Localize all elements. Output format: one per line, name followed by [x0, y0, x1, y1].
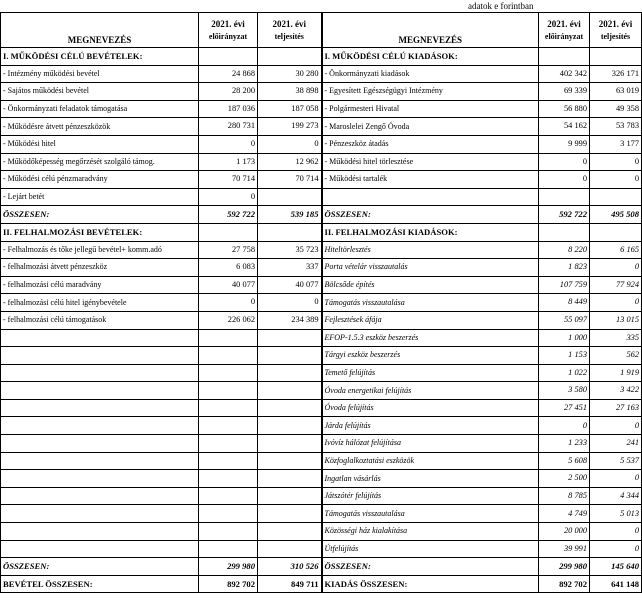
header-name-left: MEGNEVEZÉS	[1, 13, 199, 48]
cell-left-name	[1, 487, 199, 505]
cell-right-name: Támogatás visszautalása	[322, 505, 539, 523]
cell-right-plan: 8 785	[539, 487, 590, 505]
cell-right-actual	[590, 223, 642, 241]
cell-left-plan: 6 083	[199, 259, 258, 277]
cell-right-plan: 54 162	[539, 118, 590, 136]
table-row	[1, 487, 642, 505]
cell-right-name: Ingatlan vásárlás	[322, 470, 539, 488]
cell-right-actual: 641 148	[590, 575, 642, 593]
table-row	[1, 153, 642, 171]
cell-left-name	[1, 452, 199, 470]
cell-right-name: I. MŰKÖDÉSI CÉLÚ KIADÁSOK:	[322, 48, 539, 66]
cell-left-actual	[258, 505, 322, 523]
cell-left-name: - Lejárt betét	[1, 188, 199, 206]
cell-right-plan: 1 233	[539, 435, 590, 453]
table-row	[1, 364, 642, 382]
cell-right-plan: 4 749	[539, 505, 590, 523]
cell-right-actual: 335	[590, 329, 642, 347]
cell-left-plan: 187 036	[199, 100, 258, 118]
cell-right-actual: 495 508	[590, 206, 642, 224]
cell-right-actual: 241	[590, 435, 642, 453]
table-row	[1, 83, 642, 101]
cell-right-name: Játszótér felújítás	[322, 487, 539, 505]
cell-left-plan	[199, 48, 258, 66]
cell-right-actual: 326 171	[590, 65, 642, 83]
cell-left-plan: 40 077	[199, 276, 258, 294]
cell-right-name: - Működési tartalék	[322, 171, 539, 189]
cell-left-actual	[258, 48, 322, 66]
cell-right-actual: 0	[590, 417, 642, 435]
table-row	[1, 294, 642, 312]
cell-left-actual: 30 280	[258, 65, 322, 83]
cell-right-plan: 2 500	[539, 470, 590, 488]
cell-right-name: - Önkormányzati kiadások	[322, 65, 539, 83]
cell-left-plan	[199, 399, 258, 417]
cell-left-name	[1, 540, 199, 558]
table-row	[1, 347, 642, 365]
cell-right-actual: 63 019	[590, 83, 642, 101]
cell-left-actual	[258, 347, 322, 365]
cell-left-actual: 187 058	[258, 100, 322, 118]
cell-left-plan	[199, 470, 258, 488]
cell-right-name: Járda felújítás	[322, 417, 539, 435]
cell-right-plan: 5 608	[539, 452, 590, 470]
cell-left-plan	[199, 382, 258, 400]
cell-left-actual: 539 185	[258, 206, 322, 224]
cell-left-name	[1, 435, 199, 453]
cell-left-plan: 226 062	[199, 311, 258, 329]
cell-left-plan: 0	[199, 188, 258, 206]
cell-left-name: ÖSSZESEN:	[1, 558, 199, 576]
table-row	[1, 382, 642, 400]
cell-left-name	[1, 364, 199, 382]
cell-left-actual: 40 077	[258, 276, 322, 294]
cell-left-actual: 0	[258, 135, 322, 153]
cell-right-plan: 107 759	[539, 276, 590, 294]
cell-left-name: - Felhalmozás és tőke jellegű bevétel+ komm.adó	[1, 241, 199, 259]
cell-left-plan	[199, 452, 258, 470]
cell-left-name: - felhalmozási célú támogatások	[1, 311, 199, 329]
cell-left-plan: 892 702	[199, 575, 258, 593]
table-row	[1, 329, 642, 347]
cell-left-name: - felhalmozási célú maradvány	[1, 276, 199, 294]
cell-left-plan	[199, 435, 258, 453]
cell-right-name: Porta vételár visszautalás	[322, 259, 539, 277]
cell-left-name: - felhalmozási átvett pénzeszköz	[1, 259, 199, 277]
cell-left-name: - Sajátos működési bevétel	[1, 83, 199, 101]
cell-left-plan	[199, 417, 258, 435]
cell-right-actual: 3 422	[590, 382, 642, 400]
cell-left-actual	[258, 364, 322, 382]
cell-right-actual: 6 165	[590, 241, 642, 259]
cell-right-actual: 0	[590, 523, 642, 541]
header-name-right: MEGNEVEZÉS	[322, 13, 539, 48]
table-row	[1, 575, 642, 593]
cell-right-name: KIADÁS ÖSSZESEN:	[322, 575, 539, 593]
cell-left-name: - Működésre átvett pénzeszközök	[1, 118, 199, 136]
cell-left-actual: 12 962	[258, 153, 322, 171]
cell-right-actual	[590, 48, 642, 66]
cell-right-actual: 13 015	[590, 311, 642, 329]
cell-right-actual: 0	[590, 259, 642, 277]
cell-left-plan	[199, 364, 258, 382]
cell-right-name: II. FELHALMOZÁSI KIADÁSOK:	[322, 223, 539, 241]
cell-right-plan: 8 220	[539, 241, 590, 259]
cell-right-plan: 299 980	[539, 558, 590, 576]
cell-left-name: - Működési hitel	[1, 135, 199, 153]
cell-left-name: - Működési célú pénzmaradvány	[1, 171, 199, 189]
cell-right-name: - Egyesített Egészségügyi Intézmény	[322, 83, 539, 101]
cell-right-actual: 562	[590, 347, 642, 365]
table-row	[1, 435, 642, 453]
cell-left-actual	[258, 452, 322, 470]
cell-right-name: Hiteltörlesztés	[322, 241, 539, 259]
cell-left-name	[1, 417, 199, 435]
cell-left-actual	[258, 523, 322, 541]
cell-right-plan: 20 000	[539, 523, 590, 541]
cell-left-name: - Intézmény működési bevétel	[1, 65, 199, 83]
cell-left-actual	[258, 223, 322, 241]
cell-left-plan: 280 731	[199, 118, 258, 136]
cell-left-plan	[199, 223, 258, 241]
cell-right-name: Közösségi ház kialakítása	[322, 523, 539, 541]
cell-left-plan: 28 200	[199, 83, 258, 101]
cell-right-plan	[539, 48, 590, 66]
cell-left-actual	[258, 540, 322, 558]
cell-left-actual: 849 711	[258, 575, 322, 593]
header-actual-left: 2021. évi teljesítés	[258, 13, 322, 48]
cell-left-plan	[199, 523, 258, 541]
cell-left-name: - Működőképesség megőrzését szolgáló támog.	[1, 153, 199, 171]
cell-left-name: I. MŰKÖDÉSI CÉLÚ BEVÉTELEK:	[1, 48, 199, 66]
cell-right-name: Temető felújítás	[322, 364, 539, 382]
cell-right-plan: 892 702	[539, 575, 590, 593]
cell-right-name: Óvoda felújítás	[322, 399, 539, 417]
cell-right-plan: 39 991	[539, 540, 590, 558]
cell-right-plan: 1 022	[539, 364, 590, 382]
cell-right-name	[322, 188, 539, 206]
cell-left-actual: 0	[258, 294, 322, 312]
cell-right-plan: 55 097	[539, 311, 590, 329]
cell-right-actual: 0	[590, 470, 642, 488]
table-row	[1, 540, 642, 558]
cell-right-plan: 402 342	[539, 65, 590, 83]
cell-right-name: Tárgyi eszköz beszerzés	[322, 347, 539, 365]
cell-right-plan: 0	[539, 417, 590, 435]
cell-right-name: Bölcsőde építés	[322, 276, 539, 294]
cell-left-actual	[258, 470, 322, 488]
cell-left-actual: 70 714	[258, 171, 322, 189]
cell-right-actual: 1 919	[590, 364, 642, 382]
table-row	[1, 241, 642, 259]
cell-left-actual	[258, 382, 322, 400]
cell-left-name: ÖSSZESEN:	[1, 206, 199, 224]
cell-right-plan: 69 339	[539, 83, 590, 101]
cell-left-plan: 0	[199, 135, 258, 153]
cell-left-actual	[258, 399, 322, 417]
cell-left-plan	[199, 329, 258, 347]
cell-left-actual: 38 898	[258, 83, 322, 101]
table-row	[1, 311, 642, 329]
cell-right-actual: 145 640	[590, 558, 642, 576]
cell-right-plan: 1 000	[539, 329, 590, 347]
cell-right-name: Óvoda energetikai felújítás	[322, 382, 539, 400]
cell-left-name: II. FELHALMOZÁSI BEVÉTELEK:	[1, 223, 199, 241]
header-plan-left: 2021. évi előirányzat	[199, 13, 258, 48]
cell-right-name: - Maroslelei Zengő Óvoda	[322, 118, 539, 136]
cell-right-plan: 8 449	[539, 294, 590, 312]
cell-right-name: - Polgármesteri Hivatal	[322, 100, 539, 118]
cell-left-name: BEVÉTEL ÖSSZESEN:	[1, 575, 199, 593]
cell-left-name	[1, 470, 199, 488]
cell-right-actual: 0	[590, 153, 642, 171]
table-row	[1, 223, 642, 241]
cell-right-plan: 0	[539, 171, 590, 189]
cell-left-actual: 337	[258, 259, 322, 277]
table-row	[1, 505, 642, 523]
cell-left-plan: 70 714	[199, 171, 258, 189]
cell-right-plan: 9 999	[539, 135, 590, 153]
cell-right-actual: 5 537	[590, 452, 642, 470]
header-row	[1, 13, 642, 48]
cell-right-name: EFOP-1.5.3 eszköz beszerzés	[322, 329, 539, 347]
budget-table-body	[1, 13, 642, 593]
cell-left-name	[1, 505, 199, 523]
cell-left-name	[1, 347, 199, 365]
cell-right-name: Útfelújítás	[322, 540, 539, 558]
cell-right-actual: 53 783	[590, 118, 642, 136]
table-row	[1, 48, 642, 66]
cell-right-actual: 3 177	[590, 135, 642, 153]
cell-right-name: - Működési hitel törlesztése	[322, 153, 539, 171]
cell-right-actual	[590, 188, 642, 206]
cell-left-plan	[199, 505, 258, 523]
cell-right-name: - Pénzeszköz átadás	[322, 135, 539, 153]
cell-right-actual: 0	[590, 540, 642, 558]
cell-right-plan	[539, 188, 590, 206]
header-actual-right: 2021. évi teljesítés	[590, 13, 642, 48]
header-plan-right: 2021. évi előirányzat	[539, 13, 590, 48]
cell-left-actual: 35 723	[258, 241, 322, 259]
cell-left-actual	[258, 435, 322, 453]
cell-right-plan: 56 880	[539, 100, 590, 118]
cell-left-plan: 24 868	[199, 65, 258, 83]
cell-left-name	[1, 382, 199, 400]
cell-right-name: Fejlesztések áfája	[322, 311, 539, 329]
table-row	[1, 118, 642, 136]
cell-left-actual: 199 273	[258, 118, 322, 136]
cell-right-actual: 4 344	[590, 487, 642, 505]
cell-right-actual: 49 358	[590, 100, 642, 118]
table-row	[1, 276, 642, 294]
unit-note: adatok e forintban	[468, 1, 534, 11]
cell-right-actual: 77 924	[590, 276, 642, 294]
cell-right-plan: 1 153	[539, 347, 590, 365]
budget-table	[0, 12, 642, 593]
cell-left-plan: 1 173	[199, 153, 258, 171]
cell-left-name	[1, 329, 199, 347]
table-row	[1, 65, 642, 83]
table-row	[1, 558, 642, 576]
cell-right-name: ÖSSZESEN:	[322, 206, 539, 224]
cell-right-plan: 592 722	[539, 206, 590, 224]
cell-left-actual	[258, 188, 322, 206]
table-row	[1, 259, 642, 277]
cell-left-actual: 234 389	[258, 311, 322, 329]
cell-right-name: ÖSSZESEN:	[322, 558, 539, 576]
cell-right-actual: 0	[590, 294, 642, 312]
cell-right-plan: 27 451	[539, 399, 590, 417]
cell-right-name: Támogatás visszautalása	[322, 294, 539, 312]
cell-left-name: - felhalmozási célú hitel igénybevétele	[1, 294, 199, 312]
cell-right-actual: 5 013	[590, 505, 642, 523]
cell-right-actual: 0	[590, 171, 642, 189]
cell-right-name: Közfoglalkoztatási eszközök	[322, 452, 539, 470]
table-row	[1, 100, 642, 118]
cell-right-actual: 27 163	[590, 399, 642, 417]
table-row	[1, 206, 642, 224]
cell-left-plan	[199, 347, 258, 365]
table-row	[1, 470, 642, 488]
cell-left-actual	[258, 417, 322, 435]
cell-left-plan: 299 980	[199, 558, 258, 576]
cell-left-name	[1, 399, 199, 417]
cell-right-plan: 0	[539, 153, 590, 171]
table-row	[1, 399, 642, 417]
cell-left-plan: 0	[199, 294, 258, 312]
cell-left-plan: 592 722	[199, 206, 258, 224]
cell-left-name	[1, 523, 199, 541]
table-row	[1, 188, 642, 206]
table-row	[1, 171, 642, 189]
cell-left-actual	[258, 487, 322, 505]
cell-right-name: Ivóvíz hálózat felújítása	[322, 435, 539, 453]
cell-left-actual	[258, 329, 322, 347]
table-row	[1, 417, 642, 435]
cell-left-plan: 27 758	[199, 241, 258, 259]
cell-right-plan: 3 580	[539, 382, 590, 400]
table-row	[1, 135, 642, 153]
cell-left-actual: 310 526	[258, 558, 322, 576]
cell-left-plan	[199, 540, 258, 558]
cell-right-plan	[539, 223, 590, 241]
table-row	[1, 523, 642, 541]
cell-left-name: - Önkormányzati feladatok támogatása	[1, 100, 199, 118]
cell-left-plan	[199, 487, 258, 505]
table-row	[1, 452, 642, 470]
cell-right-plan: 1 823	[539, 259, 590, 277]
